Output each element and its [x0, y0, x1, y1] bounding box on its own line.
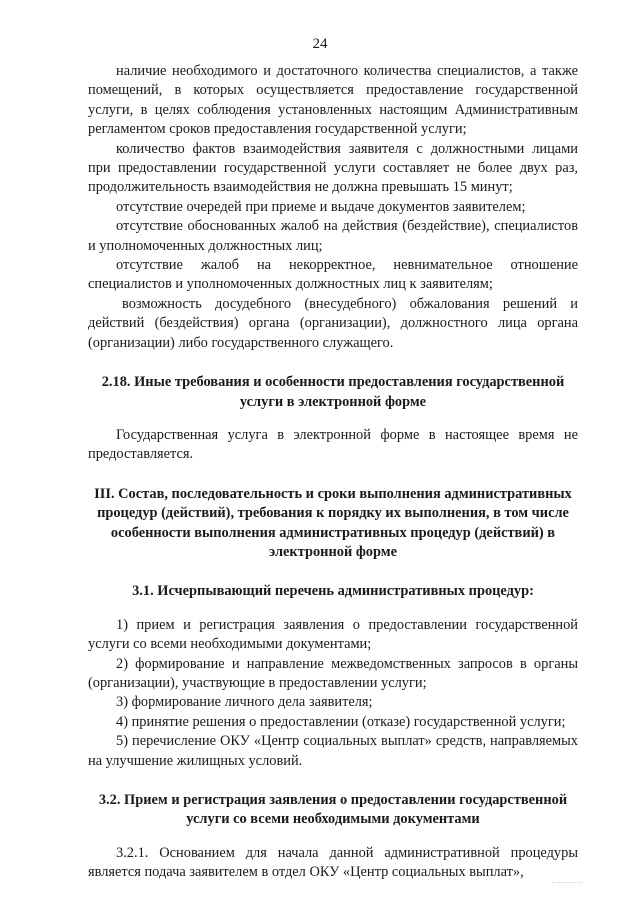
procedure-list-item: 1) прием и регистрация заявления о предоставлении государственной услуги со всеми необходимыми документами; [88, 616, 578, 653]
section-2-18-text: Государственная услуга в электронной форме в настоящее время не предоставляется. [88, 426, 578, 463]
scan-artifact [552, 882, 582, 887]
criterion-paragraph: отсутствие очередей при приеме и выдаче документов заявителем; [116, 198, 526, 215]
criterion-paragraph: отсутствие жалоб на некорректное, невнимательное отношение специалистов и уполномоченных должностных лиц к заявителям; [88, 257, 578, 293]
section-heading-III: III. Состав, последовательность и сроки выполнения административных процедур (действий), требования к порядку их выполнения, в том числе особенности выполнения административных процедур (действий) в электронной форме [94, 485, 572, 560]
procedure-list-item: 5) перечисление ОКУ «Центр социальных выплат» средств, направляемых на улучшение жилищных условий. [88, 733, 578, 769]
page-content [88, 62, 578, 883]
section-3-2-text: 3.2.1. Основанием для начала данной административной процедуры является подача заявителем в отдел ОКУ «Центр социальных выплат», [88, 844, 578, 881]
spacer [88, 602, 578, 616]
section-heading-3-2: 3.2. Прием и регистрация заявления о предоставлении государственной услуги со всеми необходимыми документами [98, 792, 568, 828]
criterion-paragraph: отсутствие обоснованных жалоб на действия (бездействие), специалистов и уполномоченных должностных лиц; [88, 218, 578, 254]
section-heading-2-18: 2.18. Иные требования и особенности предоставления государственной услуги в электронной форме [101, 374, 565, 410]
procedure-list-item: 2) формирование и направление межведомственных запросов в органы (организации), участвующие в предоставлении услуги; [88, 655, 578, 691]
criterion-paragraph: количество фактов взаимодействия заявителя с должностными лицами при предоставлении государственной услуги составляет не более двух раз, продолжительность взаимодействия не должна превышать 15 минут; [88, 140, 578, 196]
page-number: 24 [312, 36, 328, 52]
spacer [88, 465, 578, 485]
spacer [88, 830, 578, 844]
spacer [88, 562, 578, 582]
section-heading-3-1: 3.1. Исчерпывающий перечень административных процедур: [132, 583, 534, 600]
spacer [88, 771, 578, 791]
procedure-list-item: 3) формирование личного дела заявителя; [116, 694, 373, 711]
spacer [88, 412, 578, 426]
spacer [88, 353, 578, 373]
criterion-paragraph: наличие необходимого и достаточного количества специалистов, а также помещений, в которых осуществляется предоставление государственной услуги, в целях соблюдения установленных настоящим Административным регламентом сроков предоставления государственной услуги; [88, 63, 578, 138]
procedure-list-item: 4) принятие решения о предоставлении (отказе) государственной услуги; [116, 713, 566, 730]
criterion-paragraph: возможность досудебного (внесудебного) обжалования решений и действий (бездействия) органа (организации), должностного лица органа (организации) либо государственного служащего. [88, 295, 578, 351]
